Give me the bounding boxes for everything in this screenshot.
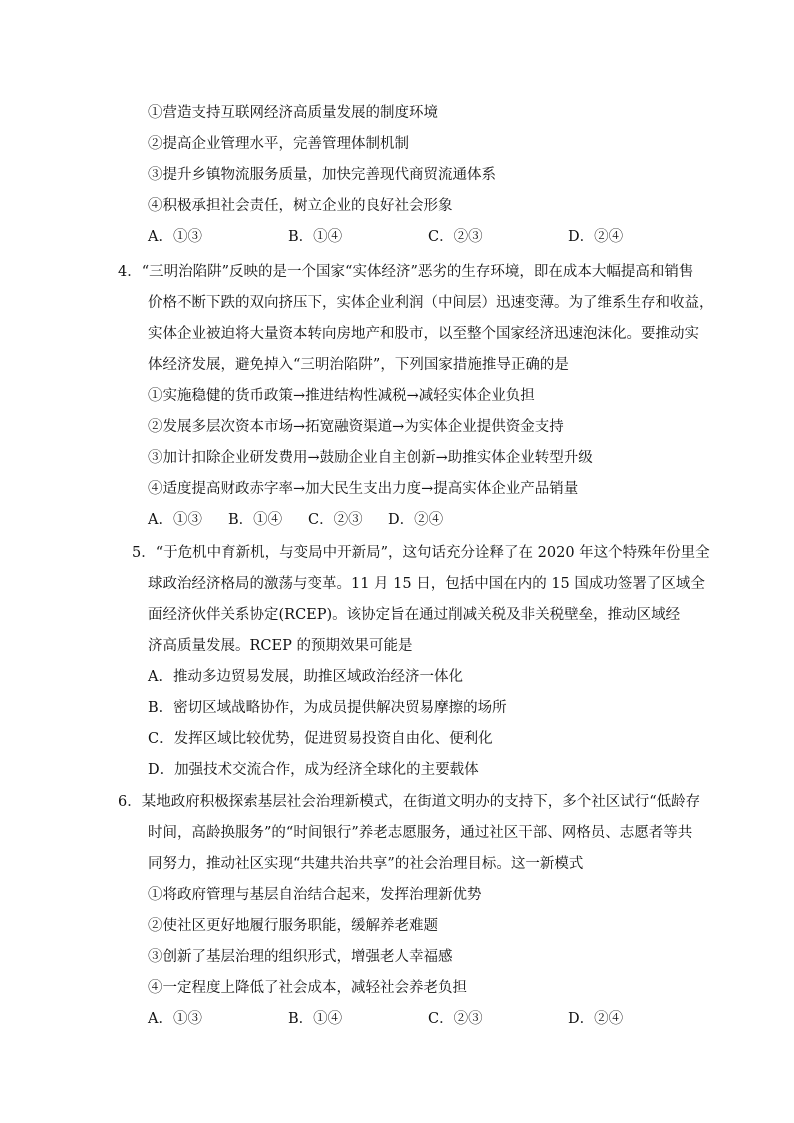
q3-item-4: ④积极承担社会责任，树立企业的良好社会形象 [148,198,453,214]
q3-option-a: A．①③ [148,229,202,245]
q5-option-b: B．密切区域战略协作，为成员提供解决贸易摩擦的场所 [148,700,507,716]
q6-stem-line-3: 同努力，推动社区实现“共建共治共享”的社会治理目标。这一新模式 [148,856,584,872]
q4-option-a: A．①③ [148,512,202,528]
q4-item-1: ①实施稳健的货币政策→推进结构性减税→减轻实体企业负担 [148,388,535,404]
q6-stem-line-1: 6．某地政府积极探索基层社会治理新模式，在街道文明办的支持下，多个社区试行“低龄存 [118,794,701,810]
q5-option-d: D．加强技术交流合作，成为经济全球化的主要载体 [148,762,479,778]
q4-stem-line-3: 实体企业被迫将大量资本转向房地产和股市，以至整个国家经济迅速泡沫化。要推动实 [148,326,699,342]
q3-option-d: D．②④ [568,229,624,245]
q5-option-a: A．推动多边贸易发展，助推区域政治经济一体化 [148,669,463,685]
q6-item-2: ②使社区更好地履行服务职能，缓解养老难题 [148,918,438,934]
q4-item-4: ④适度提高财政赤字率→加大民生支出力度→提高实体企业产品销量 [148,481,579,497]
q4-option-c: C．②③ [308,512,363,528]
q5-stem-line-2: 球政治经济格局的激荡与变革。11 月 15 日，包括中国在内的 15 国成功签署了区域全 [148,576,705,592]
q5-option-c: C．发挥区域比较优势，促进贸易投资自由化、便利化 [148,731,493,747]
q6-item-4: ④一定程度上降低了社会成本，减轻社会养老负担 [148,980,467,996]
q5-stem-line-4: 济高质量发展。RCEP 的预期效果可能是 [148,638,413,654]
q3-option-b: B．①④ [288,229,343,245]
q4-stem-line-2: 价格不断下跌的双向挤压下，实体企业利润（中间层）迅速变薄。为了维系生存和收益， [148,295,714,311]
q6-option-c: C．②③ [428,1011,483,1027]
q4-stem-line-4: 体经济发展，避免掉入“三明治陷阱”，下列国家措施推导正确的是 [148,357,569,373]
q5-stem-line-3: 面经济伙伴关系协定(RCEP)。该协定旨在通过削减关税及非关税壁垒，推动区域经 [148,607,681,623]
q3-option-c: C．②③ [428,229,483,245]
q4-item-2: ②发展多层次资本市场→拓宽融资渠道→为实体企业提供资金支持 [148,419,564,435]
q6-item-3: ③创新了基层治理的组织形式，增强老人幸福感 [148,949,453,965]
q6-option-d: D．②④ [568,1011,624,1027]
q6-stem-line-2: 时间，高龄换服务”的“时间银行”养老志愿服务，通过社区干部、网格员、志愿者等共 [148,825,693,841]
q5-stem-line-1: 5．“于危机中育新机，与变局中开新局”，这句话充分诠释了在 2020 年这个特殊年份里全 [132,545,710,561]
q3-item-3: ③提升乡镇物流服务质量，加快完善现代商贸流通体系 [148,167,496,183]
q3-item-1: ①营造支持互联网经济高质量发展的制度环境 [148,105,438,121]
q4-option-d: D．②④ [388,512,444,528]
q6-option-b: B．①④ [288,1011,343,1027]
q4-stem-line-1: 4．“三明治陷阱”反映的是一个国家“实体经济”恶劣的生存环境，即在成本大幅提高和销售 [118,264,694,280]
q3-item-2: ②提高企业管理水平，完善管理体制机制 [148,136,409,152]
q4-option-b: B．①④ [228,512,283,528]
q6-option-a: A．①③ [148,1011,202,1027]
q4-item-3: ③加计扣除企业研发费用→鼓励企业自主创新→助推实体企业转型升级 [148,450,593,466]
q6-item-1: ①将政府管理与基层自治结合起来，发挥治理新优势 [148,887,482,903]
